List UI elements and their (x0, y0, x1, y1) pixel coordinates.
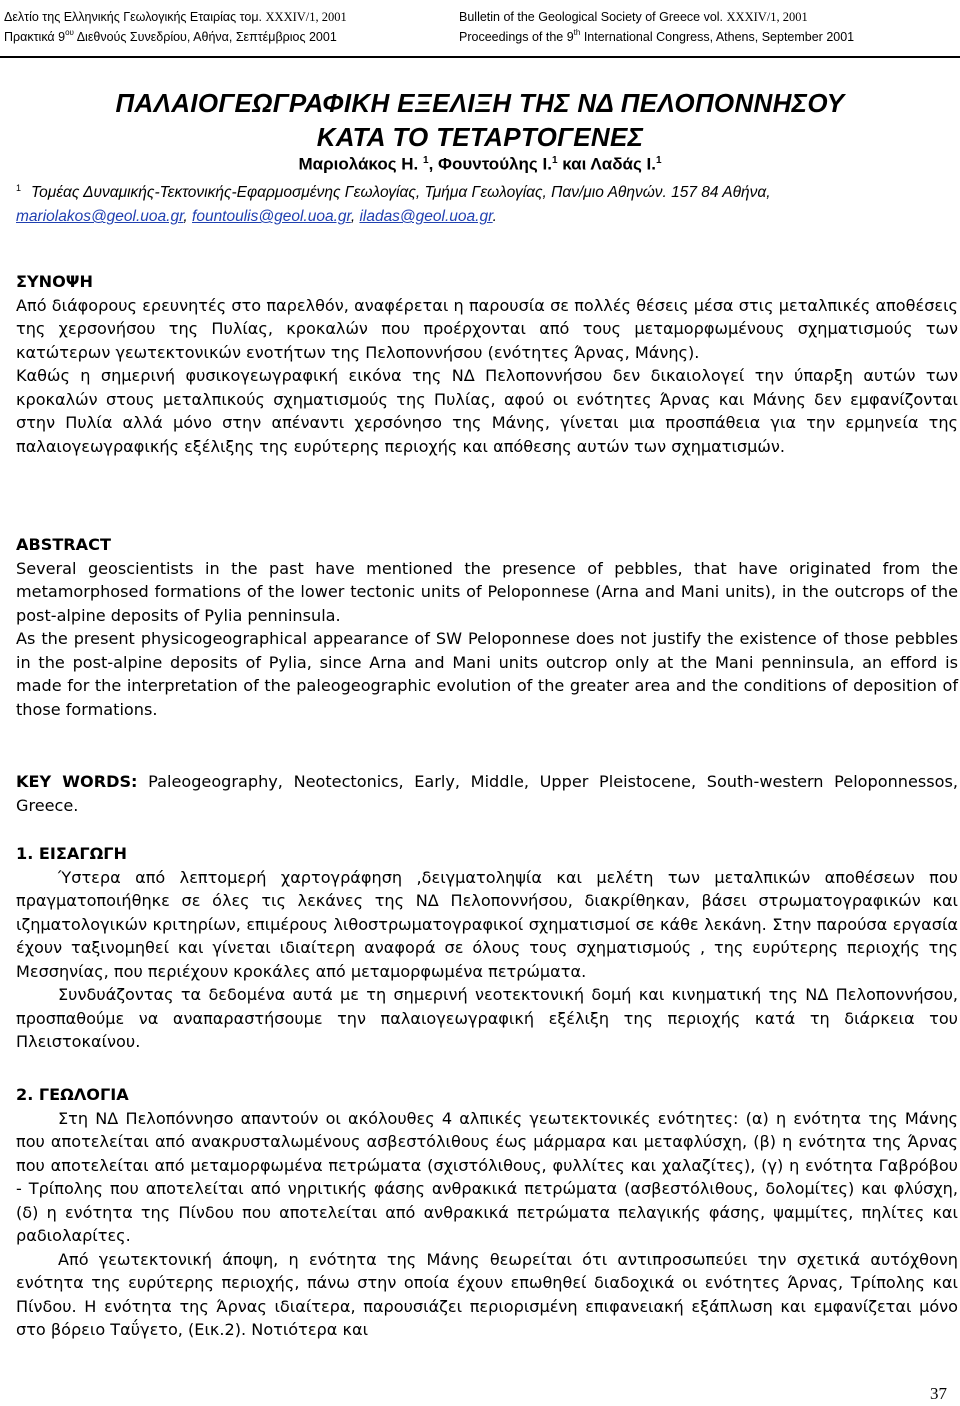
geology-paragraph-1: Στη ΝΔ Πελοπόννησο απαντούν οι ακόλουθες 4 αλπικές γεωτεκτονικές ενότητες: (α) η ενότητα της Μάνης που αποτελείται από ανακρυσταλωμένους ασβεστόλιθους έως μάρμαρα και μεταφλύσχη, (β) η ενότητα της Άρνας που αποτελείται από μεταμορφωμένα πετρώματα (σχιστόλιθους, φυλλίτες και χαλαζίτες), (γ) η ενότητα Γαβρόβου - Τρίπολης που αποτελείται από νηριτικής φάσης ανθρακικά πετρώματα (ασβεστόλιθους, δολομίτες) και φλύσχη, (δ) η ενότητα της Πίνδου που αποτελείται από ανθρακικά πετρώματα πελαγικής φάσης, ψαμμίτες, πηλίτες και ραδιολαρίτες. (16, 1108, 958, 1245)
header-english (459, 7, 854, 47)
abstract-heading: ABSTRACT (16, 535, 111, 554)
geology-paragraph-2: Από γεωτεκτονική άποψη, η ενότητα της Μάνης θεωρείται ότι αντιπροσωπεύει την σχετικά αυτόχθονη ενότητα της ευρύτερης περιοχής, πάνω στην οποία έχουν επωθηθεί διαδοχικά οι ενότητες Άρνας, Τρίπολης και Πίνδου. Η ενότητα της Άρνας ιδιαίτερα, παρουσιάζει περιορισμένη επιφανειακή εξάπλωση και εμφανίζεται μόνο στο βόρειο Ταΰγετο, (Εικ.2). Νοτιότερα και (16, 1249, 958, 1339)
author-mariolakos: Μαριολάκος Η. (298, 154, 423, 174)
header-greek-line2 (4, 27, 347, 47)
email-link-ladas[interactable]: iladas@geol.uoa.gr (359, 208, 493, 226)
affiliation-text: Τομέας Δυναμικής-Τεκτονικής-Εφαρμοσμένης Γεωλογίας, Τμήμα Γεωλογίας, Παν/μιο Αθηνών. 157 84 Αθήνα, (31, 184, 771, 202)
header-english-journal: Bulletin of the Geological Society of Greece vol. (459, 10, 727, 24)
keywords-text: Paleogeography, Neotectonics, Early, Middle, Upper Pleistocene, South-western Peloponnessos, Greece. (16, 772, 958, 815)
synopsis-section (16, 270, 958, 458)
synopsis-paragraph-1: Από διάφορους ερευνητές στο παρελθόν, αναφέρεται η παρουσία σε πολλές θέσεις μέσα στις μεταλπικές αποθέσεις της χερσονήσου της Πυλίας, κροκαλών που προέρχονται από τους μεταμορφωμένους σχηματισμούς των κατώτερων γεωτεκτονικών ενοτήτων της Πελοποννήσου (ενότητες Άρνας, Μάνης). (16, 295, 958, 362)
introduction-section (16, 842, 958, 1054)
email-link-fountoulis[interactable]: fountoulis@geol.uoa.gr (192, 208, 351, 226)
header-greek-volume: XXXIV/1, 2001 (265, 10, 347, 24)
header-english-volume: XXXIV/1, 2001 (726, 10, 808, 24)
paper-title-line2: ΚΑΤΑ ΤΟ ΤΕΤΑΡΤΟΓΕΝΕΣ (316, 122, 644, 152)
header-english-ordinal: th (573, 28, 581, 38)
author-fountoulis: , Φουντούλης Ι. (428, 154, 552, 174)
email-separator: , (350, 208, 360, 226)
author-list (0, 151, 960, 175)
introduction-paragraph-2: Συνδυάζοντας τα δεδομένα αυτά με τη σημερινή νεοτεκτονική δομή και κινηματική της ΝΔ Πελοποννήσου, προσπαθούμε να αναπαραστήσουμε την παλαιογεωγραφική εξέλιξη της περιοχής κατά τη διάρκεια του Πλειστοκαίνου. (16, 985, 958, 1051)
abstract-paragraph-1: Several geoscientists in the past have mentioned the presence of pebbles, that have originated from the metamorphosed formations of the lower tectonic units of Peloponnese (Arna and Mani units), in the outcrops of the post-alpine deposits of Pylia penninsula. (16, 558, 958, 625)
header-greek (4, 7, 347, 47)
header-greek-congress: Διεθνούς Συνεδρίου, Αθήνα, Σεπτέμβριος 2001 (73, 30, 337, 44)
header-english-proceedings: Proceedings of the 9 (459, 30, 574, 44)
email-link-mariolakos[interactable]: mariolakos@geol.uoa.gr (16, 208, 184, 226)
author-affil-marker: 1 (551, 155, 558, 166)
header-greek-ordinal: ου (65, 28, 74, 38)
page-number: 37 (930, 1384, 947, 1403)
affiliation (16, 176, 946, 229)
header-english-line2 (459, 27, 854, 47)
introduction-paragraph-1: Ύστερα από λεπτομερή χαρτογράφηση ,δειγματοληψία και μελέτη των μεταλπικών αποθέσεων που πραγματοποιήθηκε σε όλες τις λεκάνες της ΝΔ Πελοποννήσου, διακρίθηκαν, βάσει στρωματογραφικών και ιζηματολογικών κριτηρίων, επιμέρους λιθοστρωματογραφικοί σχηματισμοί σε κάθε λεκάνη. Στην παρούσα εργασία έχουν ταξινομηθεί και γίνεται ιδιαίτερη αναφορά σε όλους τους σχηματισμούς , της ευρύτερης περιοχής της Μεσσηνίας, που περιέχουν κροκάλες από μεταμορφωμένα πετρώματα. (16, 867, 958, 981)
keywords (16, 770, 958, 817)
synopsis-heading: ΣΥΝΟΨΗ (16, 272, 93, 291)
paper-title-line1: ΠΑΛΑΙΟΓΕΩΓΡΑΦΙΚΗ ΕΞΕΛΙΞΗ ΤΗΣ ΝΔ ΠΕΛΟΠΟΝΝΗΣΟΥ (115, 88, 845, 118)
journal-header (0, 0, 960, 58)
geology-heading: 2. ΓΕΩΛΟΓΙΑ (16, 1085, 129, 1104)
geology-section (16, 1083, 958, 1342)
abstract-section (16, 533, 958, 721)
abstract-paragraph-2: As the present physicogeographical appearance of SW Peloponnese does not justify the existence of those pebbles in the post-alpine deposits of Pylia, since Arna and Mani units outcrop only at the Mani penninsula, an efford is made for the interpretation of the paleogeographic evolution of the greater area and the conditions of deposition of those formations. (16, 629, 958, 719)
keywords-label: KEY WORDS: (16, 772, 138, 791)
header-greek-line1 (4, 7, 347, 27)
introduction-heading: 1. ΕΙΣΑΓΩΓΗ (16, 844, 128, 863)
author-affil-marker: 1 (655, 155, 662, 166)
header-greek-proceedings: Πρακτικά 9 (4, 30, 66, 44)
author-ladas: και Λαδάς Ι. (557, 154, 656, 174)
header-english-congress: International Congress, Athens, September 2001 (580, 30, 855, 44)
email-end: . (492, 208, 497, 226)
email-separator: , (183, 208, 193, 226)
synopsis-paragraph-2: Καθώς η σημερινή φυσικογεωγραφική εικόνα της ΝΔ Πελοποννήσου δεν δικαιολογεί την ύπαρξη αυτών των κροκαλών στους μεταλπικούς σχηματισμούς της Πυλίας, αφού οι ενότητες Άρνας και Μάνης δεν εμφανίζονται στην Πυλία αλλά μόνο στην απέναντι χερσόνησο της Μάνης, γίνεται μια προσπάθεια για την ερμηνεία της παλαιογεωγραφικής εξέλιξης της ευρύτερης περιοχής και απόθεσης αυτών των σχηματισμών. (16, 366, 958, 456)
affiliation-marker: 1 (16, 183, 22, 193)
header-greek-journal: Δελτίο της Ελληνικής Γεωλογικής Εταιρίας τομ. (4, 10, 266, 24)
header-english-line1 (459, 7, 854, 27)
author-affil-marker: 1 (423, 155, 429, 166)
